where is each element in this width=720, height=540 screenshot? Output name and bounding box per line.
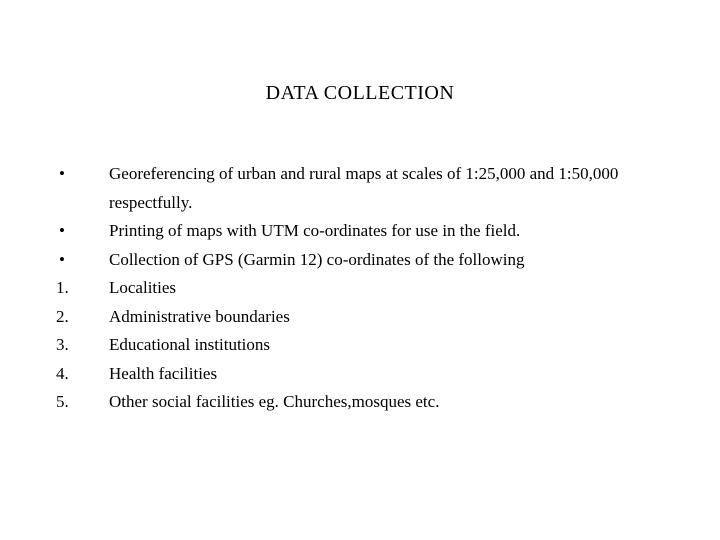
- bullet-marker: •: [59, 164, 65, 183]
- list-item-text: Georeferencing of urban and rural maps at scales of 1:25,000 and 1:50,000 respectfully.: [109, 164, 619, 212]
- bullet-marker: •: [59, 249, 65, 269]
- list-item: [56, 388, 676, 417]
- number-marker: 3.: [56, 335, 69, 354]
- list-item: [56, 274, 676, 303]
- number-marker: 5.: [56, 392, 69, 411]
- list-item: [56, 246, 676, 275]
- number-marker: 2.: [56, 306, 69, 326]
- list-item-text: Other social facilities eg. Churches,mosques etc.: [109, 392, 440, 411]
- list-item: [56, 303, 676, 332]
- list-item: [56, 360, 676, 389]
- list-item: [56, 331, 676, 360]
- list-item: [56, 217, 676, 246]
- content-list: [56, 160, 676, 417]
- list-item-text: Educational institutions: [109, 335, 271, 354]
- bullet-marker: •: [59, 221, 65, 240]
- list-item-text: Administrative boundaries: [109, 306, 290, 326]
- slide-title: DATA COLLECTION: [265, 82, 455, 104]
- list-item-text: Health facilities: [109, 363, 218, 383]
- number-marker: 1.: [56, 278, 69, 297]
- list-item-text: Localities: [109, 278, 177, 297]
- number-marker: 4.: [56, 363, 69, 383]
- list-item-text: Printing of maps with UTM co-ordinates for use in the field.: [109, 221, 521, 240]
- list-item-text: Collection of GPS (Garmin 12) co-ordinates of the following: [109, 249, 525, 269]
- list-item: [56, 160, 676, 217]
